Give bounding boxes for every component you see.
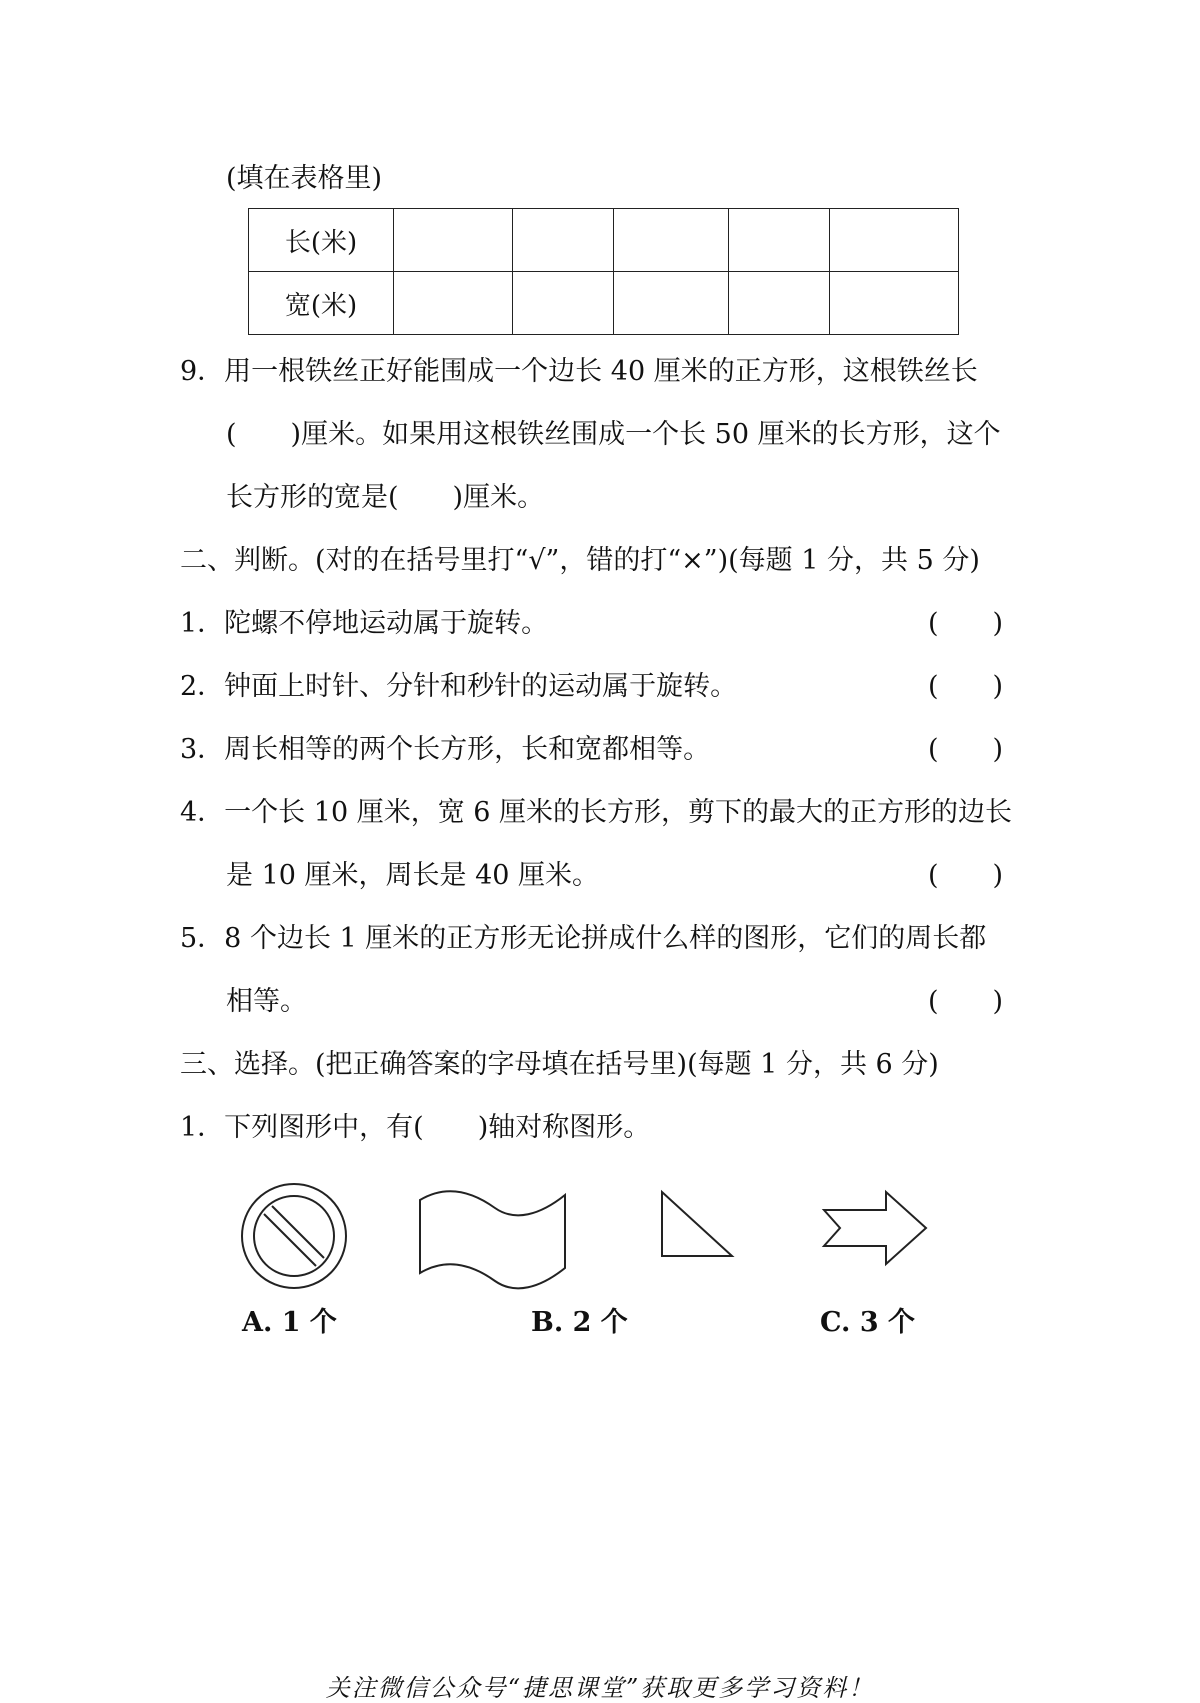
table-cell[interactable] [830,272,959,335]
answer-paren-1[interactable]: ( ) [928,608,1004,639]
judge-item-4: 4．一个长 10 厘米，宽 6 厘米的长方形，剪下的最大的正方形的边长 [180,797,1013,828]
judge-item-4-cont: 是 10 厘米，周长是 40 厘米。 [226,860,600,891]
option-a[interactable]: A. 1 个 [242,1307,337,1338]
answer-paren-3[interactable]: ( ) [928,734,1004,765]
table-cell[interactable] [830,209,959,272]
q9-line1: 9．用一根铁丝正好能围成一个边长 40 厘米的正方形，这根铁丝长 [180,356,978,387]
section2-title: 二、判断。(对的在括号里打“√”，错的打“×”)(每题 1 分，共 5 分) [180,545,980,576]
right-triangle-figure [658,1188,738,1260]
table-row [249,272,959,335]
row-label-length: 长(米) [249,209,394,272]
footer-note: 关注微信公众号“捷思课堂”获取更多学习资料！ [325,1674,875,1702]
no-entry-sign-figure [238,1180,358,1295]
q9-line3: 长方形的宽是( )厘米。 [226,482,545,513]
option-c[interactable]: C. 3 个 [820,1307,916,1338]
section3-title: 三、选择。(把正确答案的字母填在括号里)(每题 1 分，共 6 分) [180,1049,939,1080]
table-cell[interactable] [513,209,614,272]
answer-paren-5[interactable]: ( ) [928,986,1004,1017]
row-label-width: 宽(米) [249,272,394,335]
wavy-flag-figure [415,1180,575,1295]
answer-paren-2[interactable]: ( ) [928,671,1004,702]
judge-item-2: 2．钟面上时针、分针和秒针的运动属于旋转。 [180,671,738,702]
arrow-figure [820,1188,930,1270]
table-cell[interactable] [614,272,729,335]
table-cell[interactable] [729,272,830,335]
answer-table [248,208,959,335]
judge-item-5-cont: 相等。 [226,986,307,1017]
q9-line2: ( )厘米。如果用这根铁丝围成一个长 50 厘米的长方形，这个 [226,419,1001,450]
table-cell[interactable] [394,272,513,335]
table-cell[interactable] [513,272,614,335]
table-cell[interactable] [614,209,729,272]
table-cell[interactable] [729,209,830,272]
option-b[interactable]: B. 2 个 [531,1307,628,1338]
judge-item-3: 3．周长相等的两个长方形，长和宽都相等。 [180,734,711,765]
judge-item-1: 1．陀螺不停地运动属于旋转。 [180,608,549,639]
judge-item-5: 5．8 个边长 1 厘米的正方形无论拼成什么样的图形，它们的周长都 [180,923,987,954]
table-cell[interactable] [394,209,513,272]
choice-q1: 1．下列图形中，有( )轴对称图形。 [180,1112,651,1143]
fill-note: (填在表格里) [226,163,383,194]
answer-paren-4[interactable]: ( ) [928,860,1004,891]
table-row [249,209,959,272]
